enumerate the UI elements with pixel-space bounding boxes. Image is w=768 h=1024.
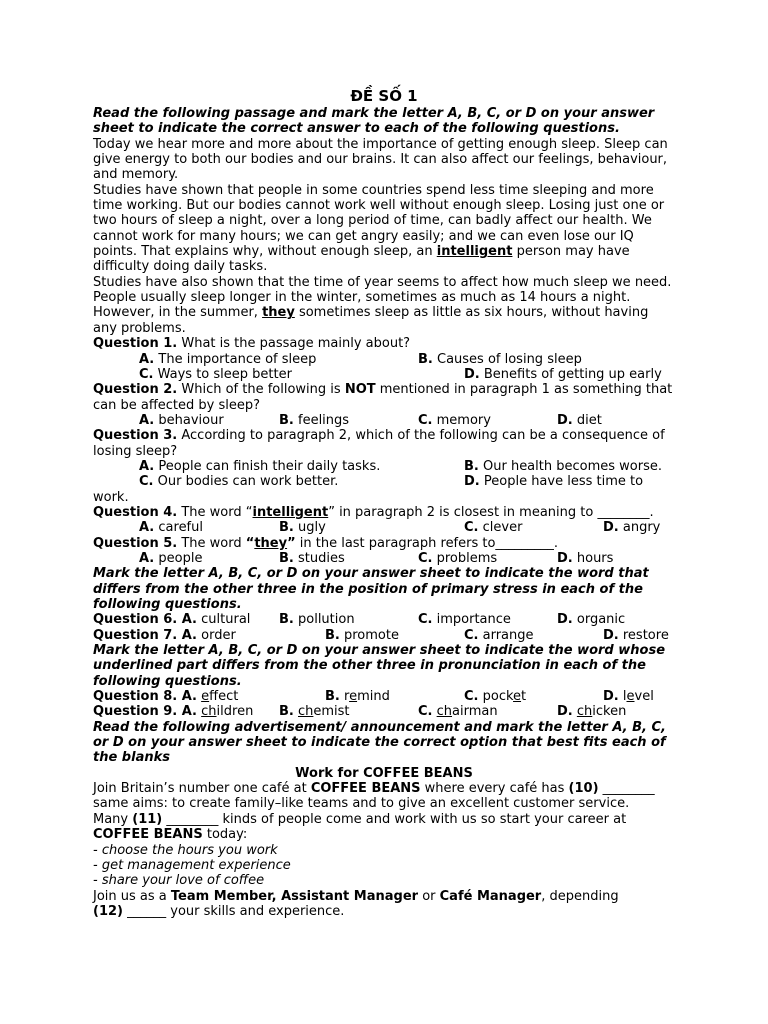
question-4-label: Question 4.	[93, 504, 178, 520]
ad-bullet-3: - share your love of coffee	[93, 873, 265, 889]
question-5-options	[93, 551, 693, 566]
ad-paragraph-4: (12) ______ your skills and experience.	[93, 903, 345, 919]
q6-option-a[interactable]: Question 6. A. cultural	[93, 612, 251, 628]
q6-option-b[interactable]: B. pollution	[279, 612, 355, 628]
q9-option-d[interactable]: D. chicken	[557, 704, 627, 720]
q3-option-a[interactable]: A. People can finish their daily tasks.	[139, 458, 381, 474]
q7-option-c[interactable]: C. arrange	[464, 627, 534, 643]
question-3-label: Question 3.	[93, 428, 178, 444]
question-1-options-row-1	[93, 352, 693, 367]
question-3-options-row-1	[93, 459, 693, 474]
question-3-options-row-2	[93, 474, 693, 489]
q7-option-a[interactable]: Question 7. A. order	[93, 627, 236, 643]
q9-option-b[interactable]: B. chemist	[279, 704, 350, 720]
q7-option-b[interactable]: B. promote	[325, 627, 399, 643]
question-4-options	[93, 520, 693, 535]
q5-option-c[interactable]: C. problems	[418, 550, 498, 566]
question-1-options-row-2	[93, 367, 693, 382]
question-5-word: they	[254, 535, 288, 551]
instruction-reading: Read the following passage and mark the letter A, B, C, or D on your answer sheet to indicate the correct answer to each of the following questions.	[93, 106, 655, 137]
ad-bullet-2: - get management experience	[93, 857, 291, 873]
q7-option-d[interactable]: D. restore	[603, 627, 669, 643]
para2-underlined-word: intelligent	[436, 244, 513, 260]
q6-option-d[interactable]: D. organic	[557, 612, 626, 628]
ad-paragraph-2: Many (11) ________ kinds of people come and work with us so start your career at COFFEE BEANS today:	[93, 811, 627, 843]
q3-option-c[interactable]: C. Our bodies can work better.	[139, 474, 339, 490]
q1-option-c[interactable]: C. Ways to sleep better	[139, 366, 292, 382]
q8-option-d[interactable]: D. level	[603, 689, 654, 705]
instruction-stress: Mark the letter A, B, C, or D on your answer sheet to indicate the word that differs from the other three in the position of primary stress in each of the following questions.	[93, 566, 649, 612]
question-4-word: intelligent	[252, 504, 329, 520]
q2-option-b[interactable]: B. feelings	[279, 412, 350, 428]
question-4: Question 4. The word “intelligent” in paragraph 2 is closest in meaning to ________.	[93, 504, 654, 520]
q2-option-d[interactable]: D. diet	[557, 412, 602, 428]
question-2-not: NOT	[344, 382, 376, 398]
q4-option-a[interactable]: A. careful	[139, 520, 203, 536]
question-6	[93, 612, 693, 627]
q2-option-c[interactable]: C. memory	[418, 412, 491, 428]
q4-option-d[interactable]: D. angry	[603, 520, 661, 536]
question-1-text: What is the passage mainly about?	[177, 336, 411, 352]
ad-paragraph-3: Join us as a Team Member, Assistant Manager or Café Manager, depending	[93, 888, 619, 904]
blank-10-label: (10)	[568, 781, 599, 797]
para3-underlined-word: they	[262, 305, 295, 321]
q1-option-b[interactable]: B. Causes of losing sleep	[418, 351, 582, 367]
q8-option-a[interactable]: Question 8. A. effect	[93, 689, 239, 705]
question-8	[93, 689, 693, 704]
para3-text-a: Studies have also shown that the time of year seems to affect how much sleep we need. People usually sleep longer in the winter, sometimes as much as 14 hours a night. However, in the summer,	[93, 274, 672, 321]
instruction-advertisement: Read the following advertisement/ announcement and mark the letter A, B, C, or D on your answer sheet to indicate the correct option that best fits each of the blanks	[93, 719, 666, 766]
q1-option-a[interactable]: A. The importance of sleep	[139, 351, 317, 367]
q8-option-c[interactable]: C. pocket	[464, 689, 527, 705]
q9-option-a[interactable]: Question 9. A. children	[93, 704, 254, 720]
blank-12-label: (12)	[93, 903, 123, 919]
passage-paragraph-2	[93, 183, 675, 275]
question-7	[93, 628, 693, 643]
q5-option-a[interactable]: A. people	[139, 550, 203, 566]
q2-option-a[interactable]: A. behaviour	[139, 412, 224, 428]
para3-text-b: sometimes sleep as little as six hours, without having any problems.	[93, 305, 649, 336]
blank-11-label: (11)	[132, 811, 163, 827]
question-5-label: Question 5.	[93, 535, 178, 551]
q5-option-d[interactable]: D. hours	[557, 550, 614, 566]
q3-option-b[interactable]: B. Our health becomes worse.	[464, 458, 662, 474]
passage-paragraph-3	[93, 275, 675, 336]
question-2: Question 2. Which of the following is NOT mentioned in paragraph 1 as something that can be affected by sleep?	[93, 382, 673, 413]
question-2-label: Question 2.	[93, 382, 178, 398]
q6-option-c[interactable]: C. importance	[418, 612, 511, 628]
question-9	[93, 704, 693, 719]
q1-option-d[interactable]: D. Benefits of getting up early	[464, 366, 662, 382]
ad-bullet-1: - choose the hours you work	[93, 842, 278, 858]
question-5: Question 5. The word “they” in the last paragraph refers to_________.	[93, 535, 559, 551]
passage-paragraph-1: Today we hear more and more about the importance of getting enough sleep. Sleep can give energy to both our bodies and our brains. It can also affect our feelings, behaviour, and memory.	[93, 136, 668, 183]
q5-option-b[interactable]: B. studies	[279, 550, 345, 566]
q4-option-b[interactable]: B. ugly	[279, 520, 326, 536]
para2-text-a: Studies have shown that people in some countries spend less time sleeping and more time working. But our bodies cannot work well without enough sleep. Losing just one or two hours of sleep a night, over a long period of time, can badly affect our health. We cannot work for many hours; we can get angry easily; and we can even lose our IQ points. That explains why, without enough sleep, an	[93, 182, 665, 260]
instruction-pronunciation: Mark the letter A, B, C, or D on your answer sheet to indicate the word whose underlined part differs from the other three in pronunciation in each of the following questions.	[93, 643, 666, 689]
q3-option-d-continued: work.	[93, 489, 129, 505]
para2-text-b: person may have difficulty doing daily tasks.	[93, 244, 630, 275]
q4-option-c[interactable]: C. clever	[464, 520, 523, 536]
q8-option-b[interactable]: B. remind	[325, 689, 390, 705]
question-2-options	[93, 413, 693, 428]
question-3: Question 3. According to paragraph 2, which of the following can be a consequence of losing sleep?	[93, 428, 665, 459]
question-1-label: Question 1.	[93, 336, 178, 352]
page-title: ĐỀ SỐ 1	[350, 87, 418, 105]
question-1	[93, 336, 675, 351]
advertisement-title: Work for COFFEE BEANS	[295, 765, 473, 781]
q3-option-d[interactable]: D. People have less time to	[464, 474, 644, 490]
ad-paragraph-1: Join Britain’s number one café at COFFEE BEANS where every café has (10) ________ same aims: to create family–like teams and to give an excellent customer service.	[93, 781, 655, 812]
q9-option-c[interactable]: C. chairman	[418, 704, 498, 720]
